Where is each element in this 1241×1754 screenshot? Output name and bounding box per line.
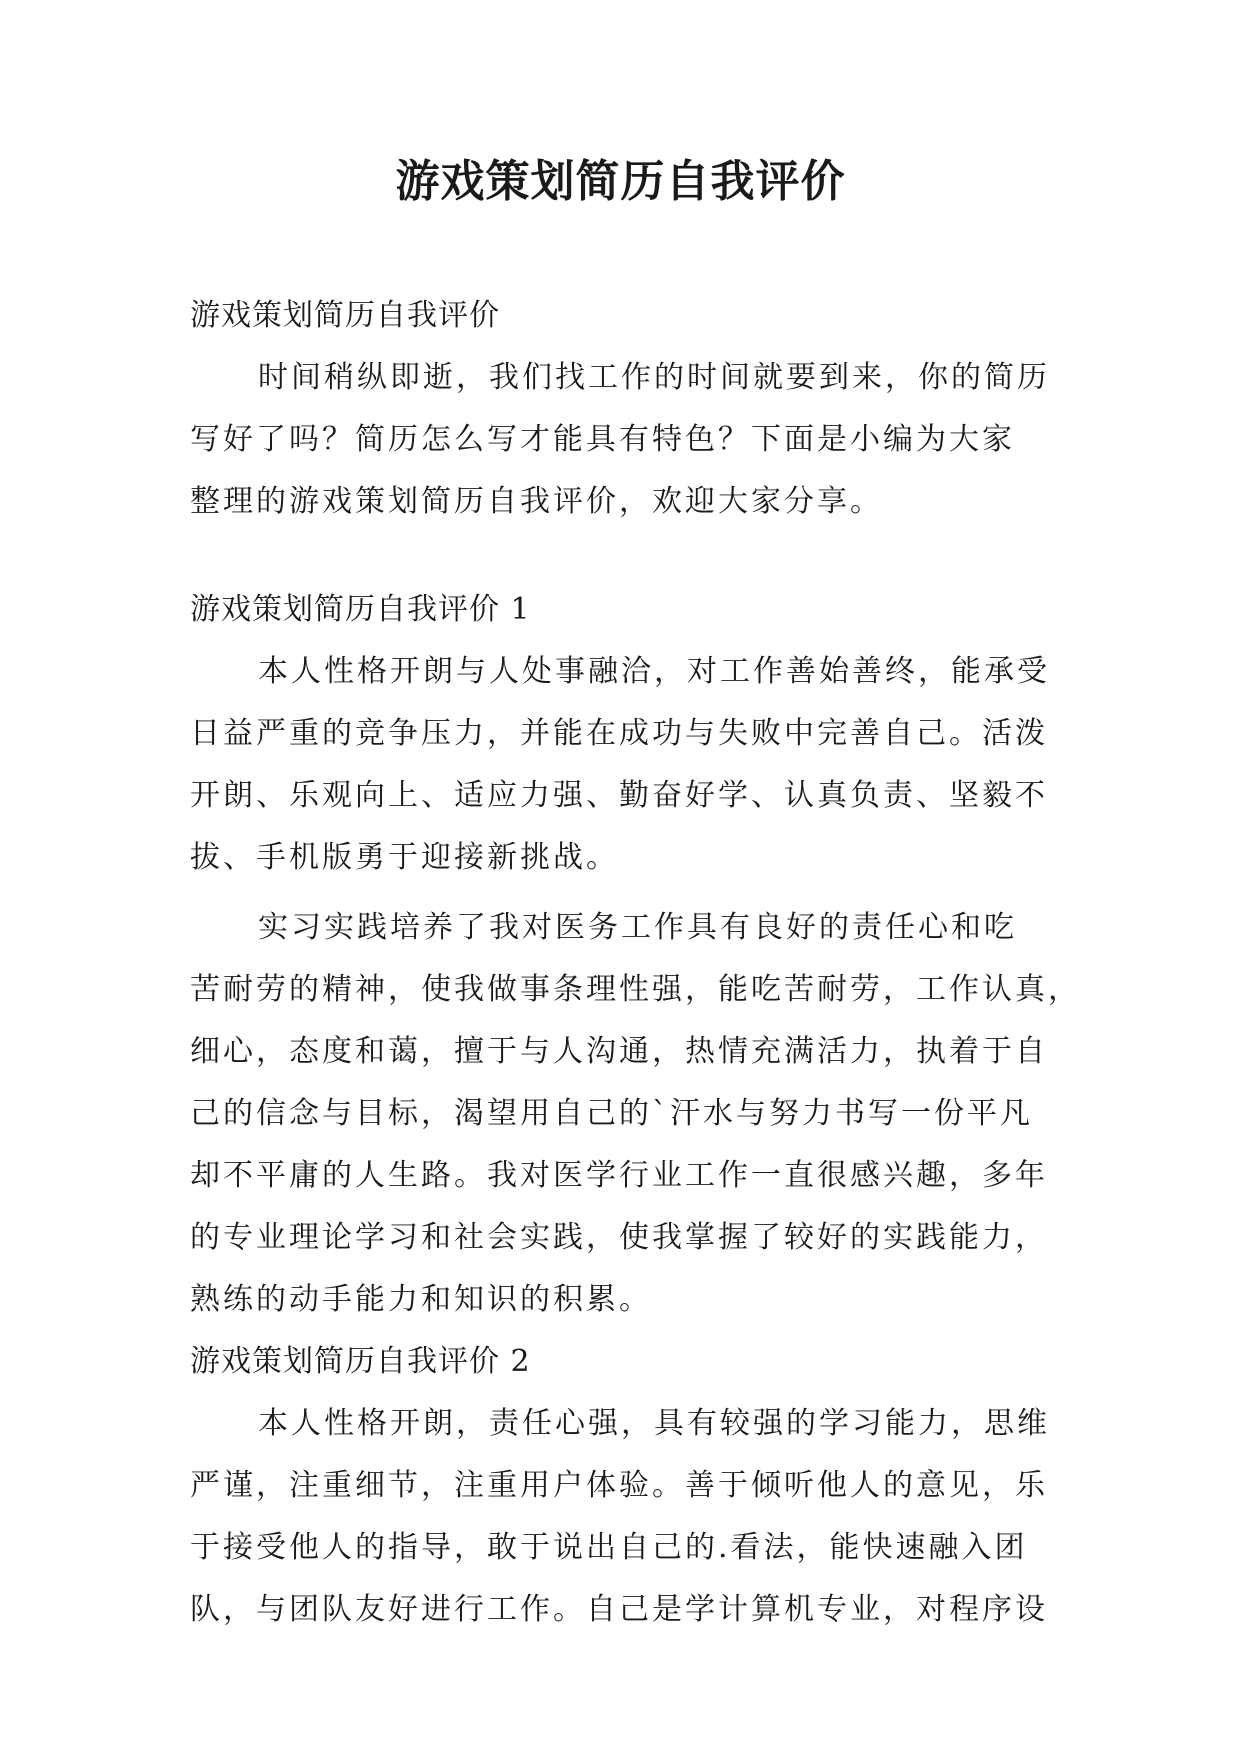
section1-para1-line: 本人性格开朗与人处事融洽，对工作善始善终，能承受 [258,654,1050,689]
section1-para2-line: 己的信念与目标，渴望用自己的`汗水与努力书写一份平凡 [190,1096,1033,1131]
intro-heading: 游戏策划简历自我评价 [190,298,500,333]
section1-para2-line: 却不平庸的人生路。我对医学行业工作一直很感兴趣，多年 [190,1158,1048,1193]
section1-para2-line: 细心，态度和蔼，擅于与人沟通，热情充满活力，执着于自 [190,1034,1048,1069]
section1-para1-line: 开朗、乐观向上、适应力强、勤奋好学、认真负责、坚毅不 [190,778,1048,813]
section2-para1-line: 于接受他人的指导，敢于说出自己的.看法，能快速融入团 [190,1530,1028,1565]
section2-para1-line: 队，与团队友好进行工作。自己是学计算机专业，对程序设 [190,1592,1048,1627]
section1-heading: 游戏策划简历自我评价 1 [190,592,531,627]
section1-para2-line: 的专业理论学习和社会实践，使我掌握了较好的实践能力， [190,1220,1048,1255]
section2-para1-line: 严谨，注重细节，注重用户体验。善于倾听他人的意见，乐 [190,1468,1048,1503]
section1-para2-line: 苦耐劳的精神，使我做事条理性强，能吃苦耐劳，工作认真， [190,972,1081,1007]
paragraph-gap [190,533,1052,579]
section2-heading: 游戏策划简历自我评价 2 [190,1344,531,1379]
intro-line: 写好了吗？简历怎么写才能具有特色？下面是小编为大家 [190,422,1015,457]
document-title: 游戏策划简历自我评价 [395,156,846,207]
section1-para2-line: 实习实践培养了我对医务工作具有良好的责任心和吃 [258,910,1017,945]
section1-para1-line: 日益严重的竞争压力，并能在成功与失败中完善自己。活泼 [190,716,1048,751]
intro-line: 时间稍纵即逝，我们找工作的时间就要到来，你的简历 [258,360,1050,395]
section1-para2-line: 熟练的动手能力和知识的积累。 [190,1282,652,1317]
section2-para1-line: 本人性格开朗，责任心强，具有较强的学习能力，思维 [258,1406,1050,1441]
paragraph-gap [190,889,1052,897]
section1-para1-line: 拔、手机版勇于迎接新挑战。 [190,840,619,875]
intro-line: 整理的游戏策划简历自我评价，欢迎大家分享。 [190,484,883,519]
document-body [190,285,1081,1641]
